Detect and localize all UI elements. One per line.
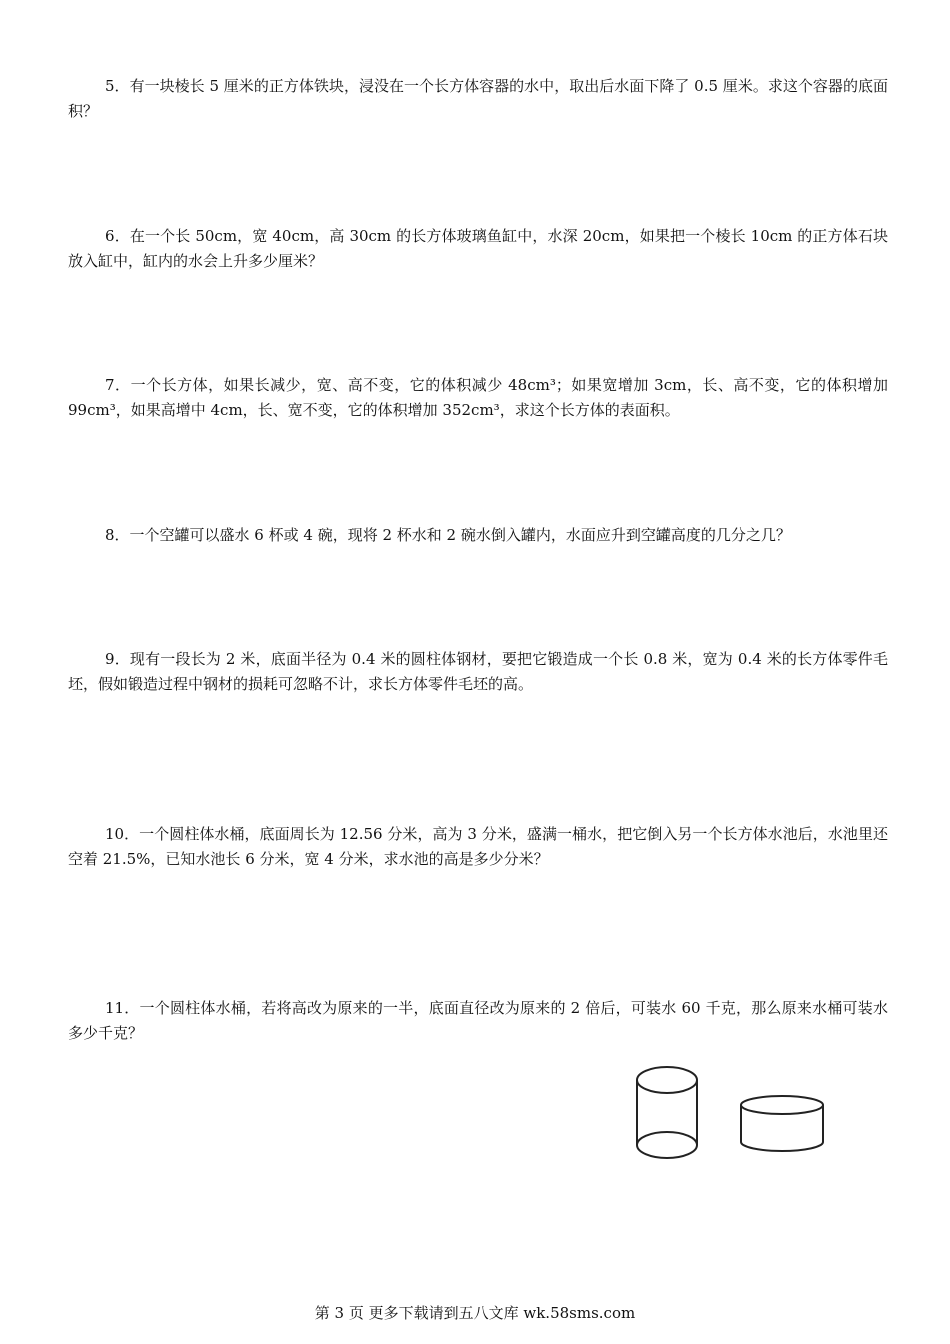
- short-cylinder-figure: [734, 1090, 830, 1158]
- question-5: [68, 74, 888, 124]
- question-8-text: 8．一个空罐可以盛水 6 杯或 4 碗，现将 2 杯水和 2 碗水倒入罐内，水面应升到空罐高度的几分之几？: [105, 526, 791, 544]
- question-6: [68, 224, 888, 274]
- question-8: [68, 523, 888, 548]
- tall-cylinder-figure: [630, 1060, 706, 1164]
- question-11: [68, 996, 888, 1046]
- question-6-text: 6．在一个长 50cm，宽 40cm，高 30cm 的长方体玻璃鱼缸中，水深 20cm，如果把一个棱长 10cm 的正方体石块放入缸中，缸内的水会上升多少厘米？: [68, 227, 888, 270]
- question-7: [68, 373, 888, 423]
- question-9: [68, 647, 888, 697]
- question-5-text: 5．有一块棱长 5 厘米的正方体铁块，浸没在一个长方体容器的水中，取出后水面下降了 0.5 厘米。求这个容器的底面积？: [68, 77, 888, 120]
- question-9-text: 9．现有一段长为 2 米，底面半径为 0.4 米的圆柱体钢材，要把它锻造成一个长 0.8 米，宽为 0.4 米的长方体零件毛坯，假如锻造过程中钢材的损耗可忽略不计，求长方体零件毛坯的高。: [68, 650, 888, 693]
- question-11-text: 11．一个圆柱体水桶，若将高改为原来的一半，底面直径改为原来的 2 倍后，可装水 60 千克，那么原来水桶可装水多少千克？: [68, 999, 888, 1042]
- question-10: [68, 822, 888, 872]
- page-footer: 第 3 页 更多下载请到五八文库 wk.58sms.com: [314, 1304, 636, 1322]
- question-10-text: 10．一个圆柱体水桶，底面周长为 12.56 分米，高为 3 分米，盛满一桶水，把它倒入另一个长方体水池后，水池里还空着 21.5%，已知水池长 6 分米，宽 4 分米，求水池的高是多少分米？: [68, 825, 888, 868]
- question-7-text: 7．一个长方体，如果长减少，宽、高不变，它的体积减少 48cm³；如果宽增加 3cm，长、高不变，它的体积增加 99cm³，如果高增中 4cm，长、宽不变，它的体积增加 352cm³，求这个长方体的表面积。: [68, 376, 888, 419]
